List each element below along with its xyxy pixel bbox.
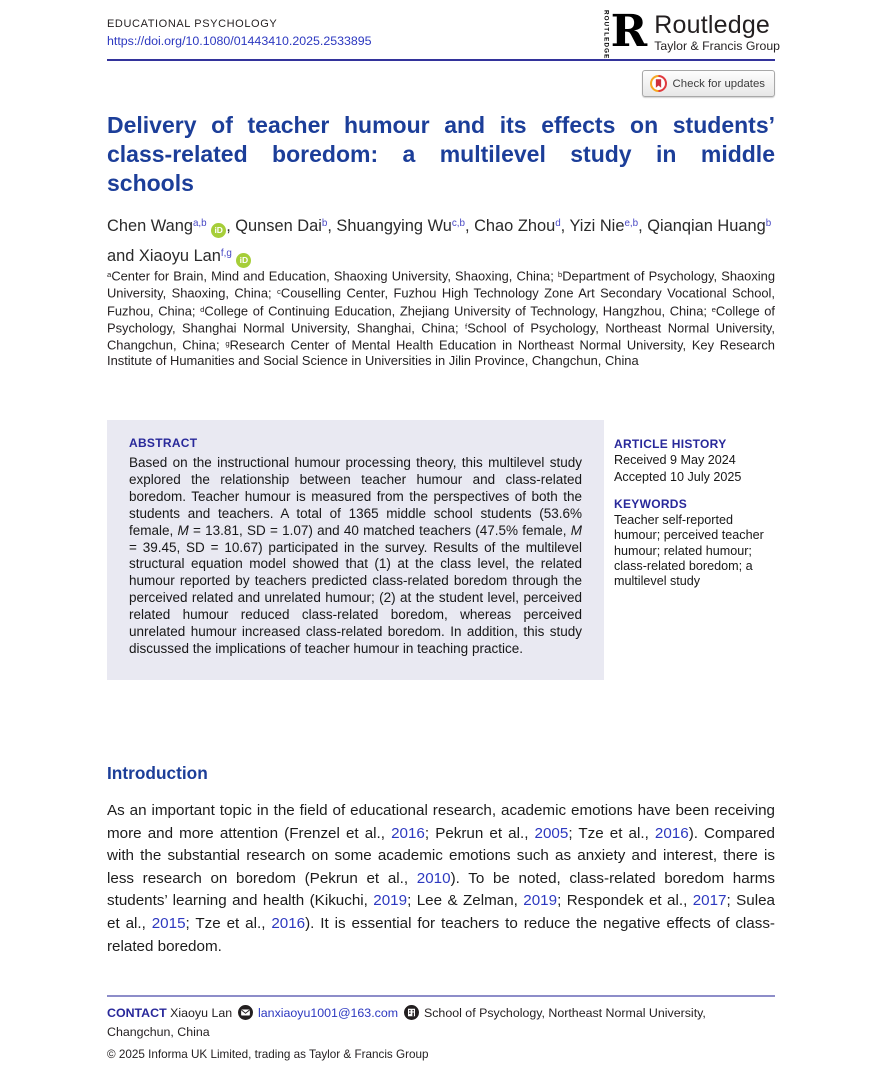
- contact-name: Xiaoyu Lan: [170, 1006, 233, 1020]
- text-segment: As an important topic in the field of educational research, academic emotions have been receiving more and more attention (Frenzel et al.,: [107, 802, 775, 842]
- citation-link[interactable]: 2016: [271, 914, 306, 932]
- text-segment: College of Continuing Education, Zhejiang University of Technology, Hangzhou, China;: [204, 303, 712, 318]
- text-segment: M: [177, 522, 189, 538]
- routledge-mark: [602, 6, 648, 60]
- citation-link[interactable]: 2015: [151, 914, 186, 932]
- abstract-text: [129, 455, 582, 658]
- contact-email-link[interactable]: lanxiaoyu1001@163.com: [258, 1006, 399, 1020]
- text-segment: ; Respondek et al.,: [557, 892, 693, 910]
- text-segment: , Yizi Nie: [560, 216, 625, 235]
- text-segment: b: [765, 218, 772, 229]
- text-segment: Center for Brain, Mind and Education, Shaoxing University, Shaoxing, China;: [111, 268, 558, 284]
- keywords-text: Teacher self-reported humour; perceived teacher humour; related humour; class-related boredom; a multilevel study: [614, 512, 764, 589]
- title-line: class-related boredom: a multilevel study in middle: [107, 141, 775, 167]
- text-segment: d: [555, 218, 561, 229]
- text-segment: Research Center of Mental Health Education in Northeast Normal University, Key Research Institute of Humanities and Social Science in Universities in Jilin Province, Changchun, China: [107, 337, 775, 369]
- text-segment: c: [277, 287, 281, 297]
- taylor-francis-tagline: Taylor & Francis Group: [654, 38, 780, 53]
- text-segment: Based on the instructional humour processing theory, this multilevel study explored the relationship between teacher humour and class-related boredom. Teacher humour is measured from the perspectives of both the students and teachers. A total of 1365 middle school students (53.6% female,: [129, 455, 582, 538]
- header: [107, 18, 372, 48]
- routledge-vertical-text: ROUTLEDGE: [602, 10, 610, 60]
- citation-link[interactable]: 2016: [391, 824, 425, 842]
- text-segment: e,b: [624, 218, 639, 229]
- article-title: [107, 111, 775, 198]
- routledge-name: Routledge: [654, 10, 771, 39]
- text-segment: = 39.45, SD = 10.67) participated in the survey. Results of the multilevel structural equation model showed that (1) at the class level, the related humour reported by teachers predicted class-related boredom through the perceived related and unrelated humour; (2) at the student level, perceived related humour reduced class-related boredom, whereas perceived unrelated humour increased class-related boredom. In addition, this study discussed the implications of teacher humour in teaching practice.: [129, 539, 582, 656]
- text-segment: ; Tze et al.,: [568, 824, 655, 842]
- text-segment: , Qunsen Dai: [226, 216, 322, 235]
- routledge-wordmark: [654, 12, 780, 53]
- text-segment: ). It is essential for teachers to reduce the negative effects of class-related boredom.: [107, 914, 775, 955]
- contact-line: [107, 1005, 775, 1041]
- text-segment: b: [321, 218, 328, 229]
- introduction-paragraph: [107, 800, 775, 958]
- accepted-date: Accepted 10 July 2025: [614, 470, 742, 485]
- journal-name: EDUCATIONAL PSYCHOLOGY: [107, 18, 278, 30]
- text-segment: ). To be noted, class-related boredom harms students’ learning and health (Kikuchi,: [107, 869, 776, 910]
- affiliations: [107, 267, 775, 369]
- text-segment: ; Sulea et al.,: [107, 892, 775, 932]
- email-icon: [238, 1005, 253, 1025]
- citation-link[interactable]: 2017: [692, 892, 727, 910]
- crossmark-icon: [650, 75, 667, 92]
- keywords-label: KEYWORDS: [614, 496, 688, 511]
- text-segment: ; Lee & Zelman,: [407, 892, 524, 910]
- text-segment: and Xiaoyu Lan: [107, 246, 221, 265]
- text-segment: a: [107, 270, 112, 279]
- check-for-updates-button[interactable]: [642, 70, 775, 97]
- title-line: Delivery of teacher humour and its effects on students’: [107, 112, 775, 138]
- article-info-sidebar: [614, 420, 775, 590]
- text-segment: Department of Psychology, Shaoxing University, Shaoxing, China;: [107, 268, 775, 301]
- copyright-line: © 2025 Informa UK Limited, trading as Taylor & Francis Group: [107, 1047, 429, 1061]
- contact-label: CONTACT: [107, 1006, 167, 1020]
- text-segment: , Qianqian Huang: [638, 216, 766, 235]
- abstract-label: ABSTRACT: [129, 436, 198, 450]
- text-segment: , Chao Zhou: [464, 216, 556, 235]
- text-segment: ). Compared with the substantial research on some academic emotions such as anxiety and interest, there is less research on boredom (Pekrun et al.,: [107, 824, 775, 887]
- authors-line: [107, 210, 775, 270]
- check-for-updates-label: Check for updates: [672, 77, 765, 90]
- text-segment: College of Psychology, Shanghai Normal University, Shanghai, China;: [107, 303, 775, 336]
- text-segment: School of Psychology, Northeast Normal University, Changchun, China;: [107, 320, 775, 353]
- address-icon: [404, 1005, 419, 1025]
- routledge-logo: [602, 6, 780, 60]
- text-segment: M: [570, 522, 582, 538]
- abstract-section: [107, 420, 775, 680]
- keywords-block: [614, 497, 775, 590]
- orcid-icon[interactable]: iD: [211, 223, 226, 238]
- article-history-label: ARTICLE HISTORY: [614, 437, 727, 451]
- text-segment: f: [465, 321, 468, 331]
- abstract-box: [107, 420, 604, 680]
- text-segment: b: [557, 270, 563, 279]
- article-history-block: [614, 437, 775, 486]
- text-segment: f,g: [220, 247, 232, 259]
- contact-address: School of Psychology, Northeast Normal University, Changchun, China: [107, 1006, 706, 1039]
- text-segment: ; Pekrun et al.,: [424, 824, 535, 842]
- citation-link[interactable]: 2019: [523, 892, 558, 910]
- citation-link[interactable]: 2005: [534, 824, 569, 842]
- text-segment: Couselling Center, Fuzhou High Technology Zone Art Secondary Vocational School, Fuzhou, China;: [107, 285, 775, 318]
- text-segment: ; Tze et al.,: [185, 914, 272, 932]
- orcid-icon[interactable]: iD: [236, 253, 251, 268]
- citation-link[interactable]: 2010: [416, 869, 451, 887]
- text-segment: d: [200, 304, 205, 314]
- text-segment: g: [225, 339, 230, 349]
- text-segment: , Shuangying Wu: [327, 216, 452, 235]
- footer-rule: [107, 995, 775, 997]
- text-segment: c,b: [451, 218, 465, 229]
- introduction-section: [107, 763, 775, 958]
- text-segment: = 13.81, SD = 1.07) and 40 matched teachers (47.5% female,: [188, 522, 571, 538]
- text-segment: e: [711, 304, 716, 314]
- title-line: schools: [107, 170, 194, 196]
- introduction-heading: Introduction: [107, 763, 208, 783]
- text-segment: Chen Wang: [107, 216, 193, 235]
- citation-link[interactable]: 2016: [654, 824, 689, 842]
- routledge-r-glyph: R: [610, 6, 648, 57]
- text-segment: a,b: [192, 218, 207, 229]
- footer: [107, 995, 775, 1061]
- header-rule: [107, 59, 775, 61]
- doi-link[interactable]: https://doi.org/10.1080/01443410.2025.2533895: [107, 34, 372, 48]
- received-date: Received 9 May 2024: [614, 453, 736, 467]
- citation-link[interactable]: 2019: [373, 892, 408, 910]
